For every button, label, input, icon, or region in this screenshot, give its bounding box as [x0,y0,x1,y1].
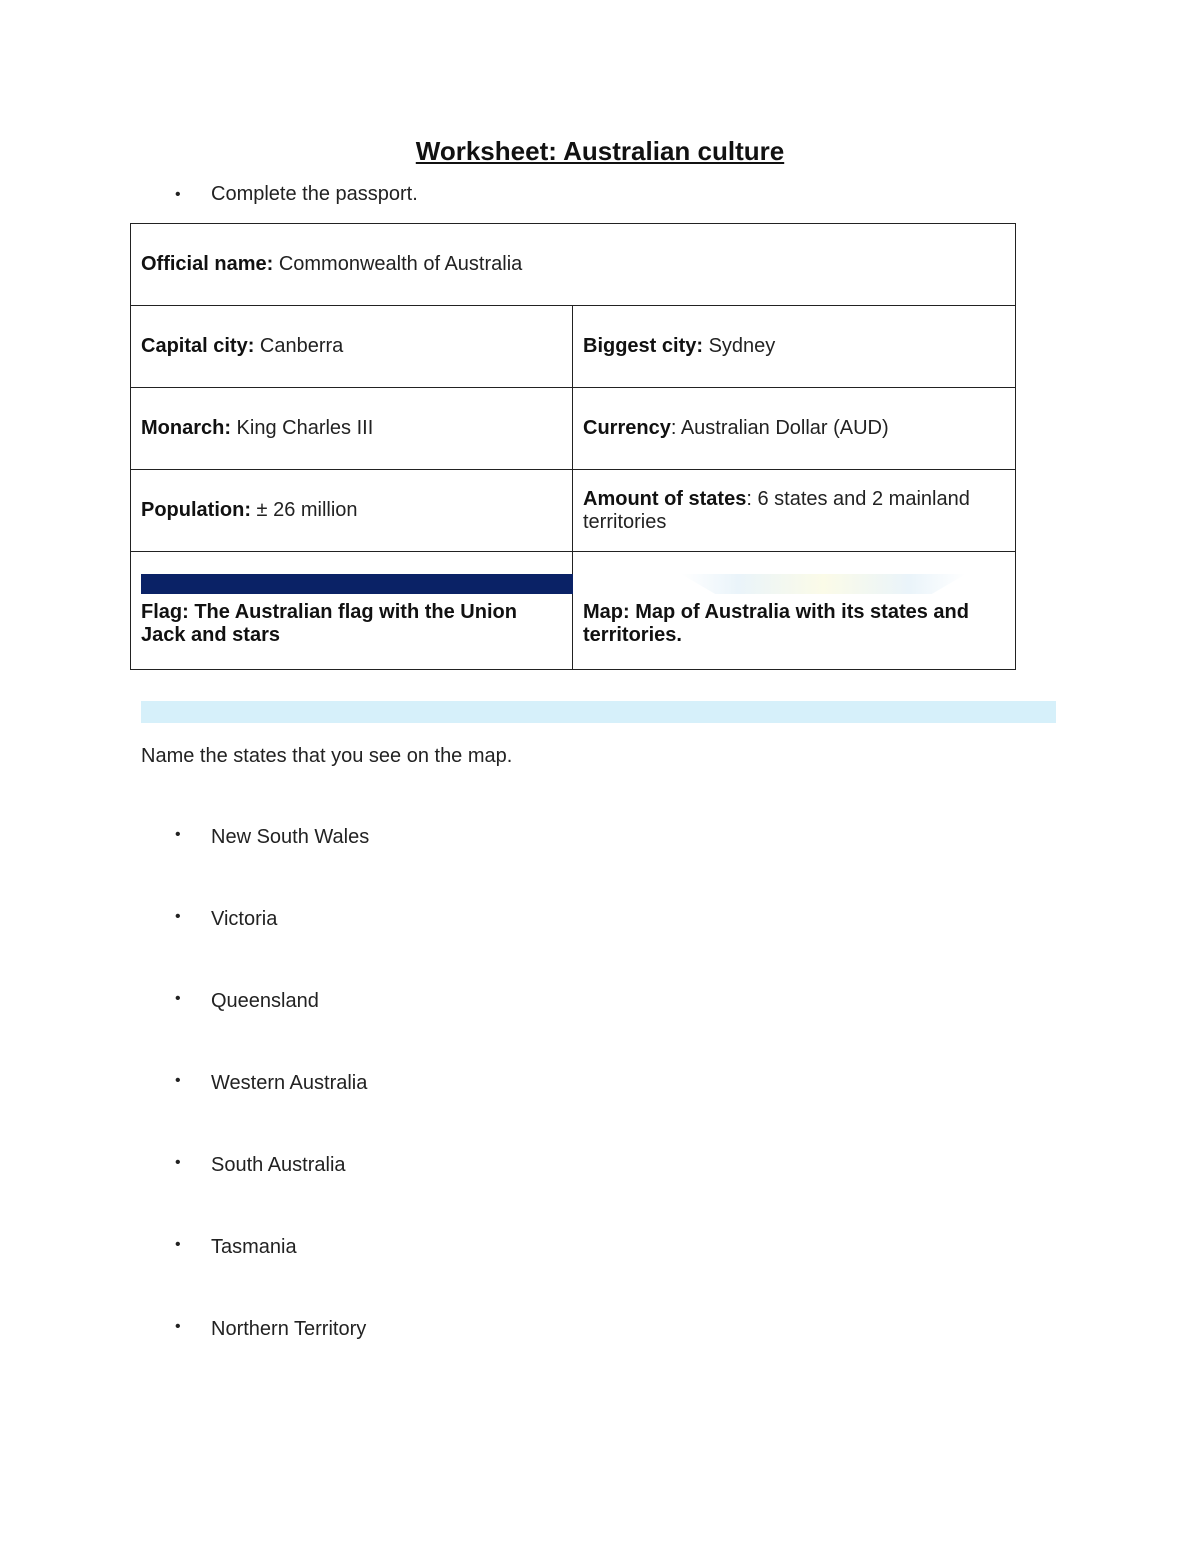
flag-cell [131,552,573,670]
monarch-value: King Charles III [231,417,374,439]
list-item [175,1236,369,1318]
passport-row [131,388,1016,470]
official-name-value: Commonwealth of Australia [273,253,523,275]
capital-city-label: Capital city: [141,335,255,357]
list-item [175,990,369,1072]
passport-row [131,470,1016,552]
biggest-city-label: Biggest city: [583,335,704,357]
passport-table [130,223,1016,670]
capital-city-value: Canberra [254,335,344,357]
population-cell [131,470,573,552]
bullet-icon: • [175,1236,181,1253]
australian-flag-image [141,574,573,594]
monarch-cell [131,388,573,470]
bullet-icon: • [175,826,181,843]
official-name-cell [131,224,1016,306]
list-item [175,1072,369,1154]
currency-label: Currency [583,417,671,439]
passport-row [131,306,1016,388]
states-list [175,826,369,1400]
state-name: Tasmania [211,1236,297,1258]
biggest-city-cell [573,306,1016,388]
list-item [175,1318,369,1400]
instruction [175,183,418,206]
population-value: ± 26 million [250,499,358,521]
state-name: Queensland [211,990,319,1012]
list-item [175,908,369,990]
biggest-city-value: Sydney [703,335,776,357]
currency-value: : Australian Dollar (AUD) [670,417,889,439]
bullet-icon: • [175,990,181,1007]
state-name: New South Wales [211,826,370,848]
bullet-icon: • [175,1072,181,1089]
list-item [175,826,369,908]
bullet-icon: • [175,185,181,203]
flag-caption: Flag: The Australian flag with the Union Jack and stars [141,601,517,646]
map-cell [573,552,1016,670]
monarch-label: Monarch: [141,417,231,439]
official-name-label: Official name: [141,253,274,275]
map-image-overflow [141,701,1056,723]
bullet-icon: • [175,1154,181,1171]
states-question: Name the states that you see on the map. [141,745,513,767]
instruction-text: Complete the passport. [211,183,418,205]
bullet-icon: • [175,908,181,925]
state-name: Northern Territory [211,1318,367,1340]
amount-of-states-value: : 6 states and 2 mainland territories [583,487,970,533]
map-caption: Map: Map of Australia with its states and territories. [583,601,969,646]
state-name: South Australia [211,1154,346,1176]
list-item [175,1154,369,1236]
amount-of-states-label: Amount of states [583,487,747,510]
capital-city-cell [131,306,573,388]
bullet-icon: • [175,1318,181,1335]
passport-row [131,224,1016,306]
page-title: Worksheet: Australian culture [415,136,785,166]
state-name: Victoria [211,908,278,930]
currency-cell [573,388,1016,470]
state-name: Western Australia [211,1072,368,1094]
amount-of-states-cell [573,470,1016,552]
population-label: Population: [141,499,251,521]
passport-row [131,552,1016,670]
australia-map-image [681,574,966,594]
